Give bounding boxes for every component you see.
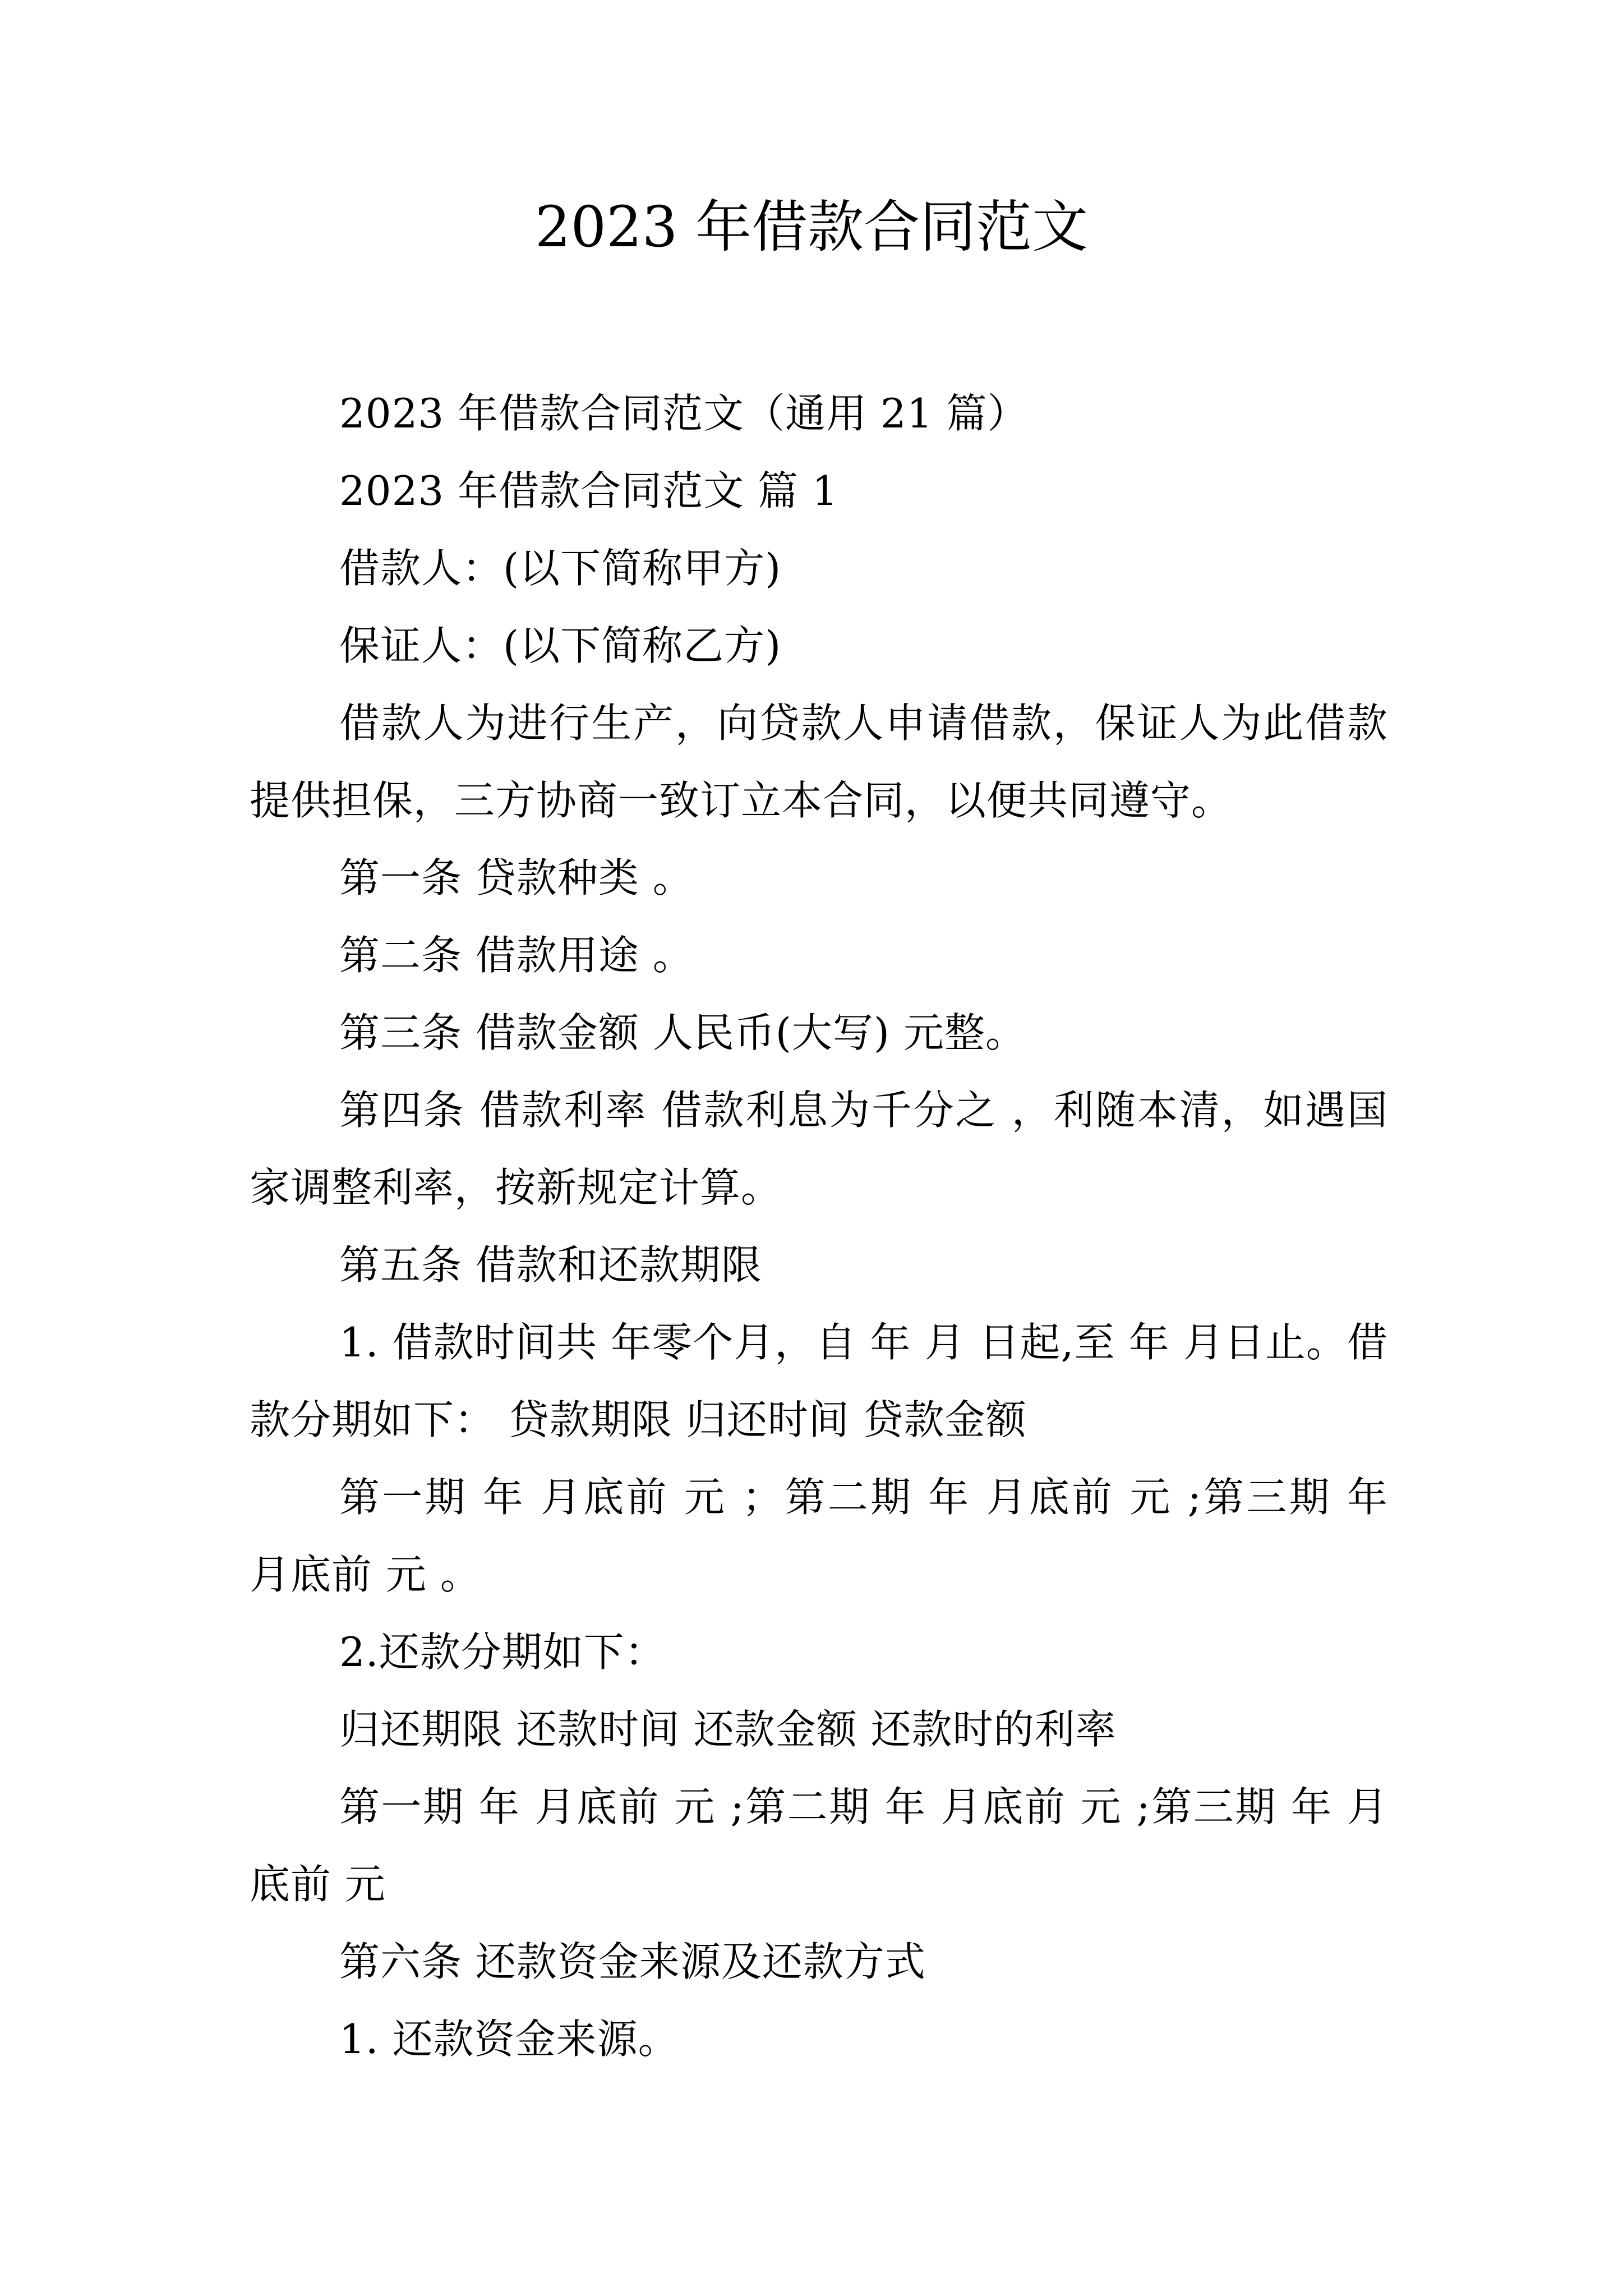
paragraph-article-6: 第六条 还款资金来源及还款方式 (339, 1938, 926, 1985)
paragraph-article-4: 第四条 借款利率 借款利息为千分之 ，利随本清，如遇国家调整利率，按新规定计算。 (250, 1087, 1388, 1211)
paragraph-repayment-installments: 第一期 年 月底前 元 ;第二期 年 月底前 元 ;第三期 年 月底前 元 (250, 1783, 1388, 1908)
paragraph-article-3: 第三条 借款金额 人民币(大写) 元整。 (339, 1009, 1026, 1056)
paragraph-section-heading: 2023 年借款合同范文 篇 1 (339, 467, 838, 514)
paragraph-article-1: 第一条 贷款种类 。 (339, 854, 694, 901)
document-body (250, 375, 1401, 2078)
paragraph-guarantor: 保证人：(以下简称乙方) (339, 622, 782, 669)
paragraph-article-2: 第二条 借款用途 。 (339, 932, 694, 979)
paragraph-repayment-heading: 2.还款分期如下： (339, 1628, 666, 1676)
document-title: 2023 年借款合同范文 (534, 194, 1089, 260)
paragraph-loan-period: 1. 借款时间共 年零个月，自 年 月 日起,至 年 月日止。借款分期如下： 贷款期限 归还时间 贷款金额 (250, 1319, 1388, 1443)
paragraph-loan-installments: 第一期 年 月底前 元 ；第二期 年 月底前 元 ;第三期 年 月底前 元 。 (250, 1474, 1401, 1598)
paragraph-subtitle: 2023 年借款合同范文（通用 21 篇） (339, 390, 1029, 437)
paragraph-preamble: 借款人为进行生产，向贷款人申请借款，保证人为此借款提供担保，三方协商一致订立本合同，以便共同遵守。 (250, 700, 1388, 824)
paragraph-article-5: 第五条 借款和还款期限 (339, 1241, 762, 1289)
paragraph-borrower: 借款人：(以下简称甲方) (339, 545, 782, 592)
paragraph-repayment-columns: 归还期限 还款时间 还款金额 还款时的利率 (339, 1706, 1117, 1753)
paragraph-funding-source: 1. 还款资金来源。 (339, 2016, 679, 2063)
